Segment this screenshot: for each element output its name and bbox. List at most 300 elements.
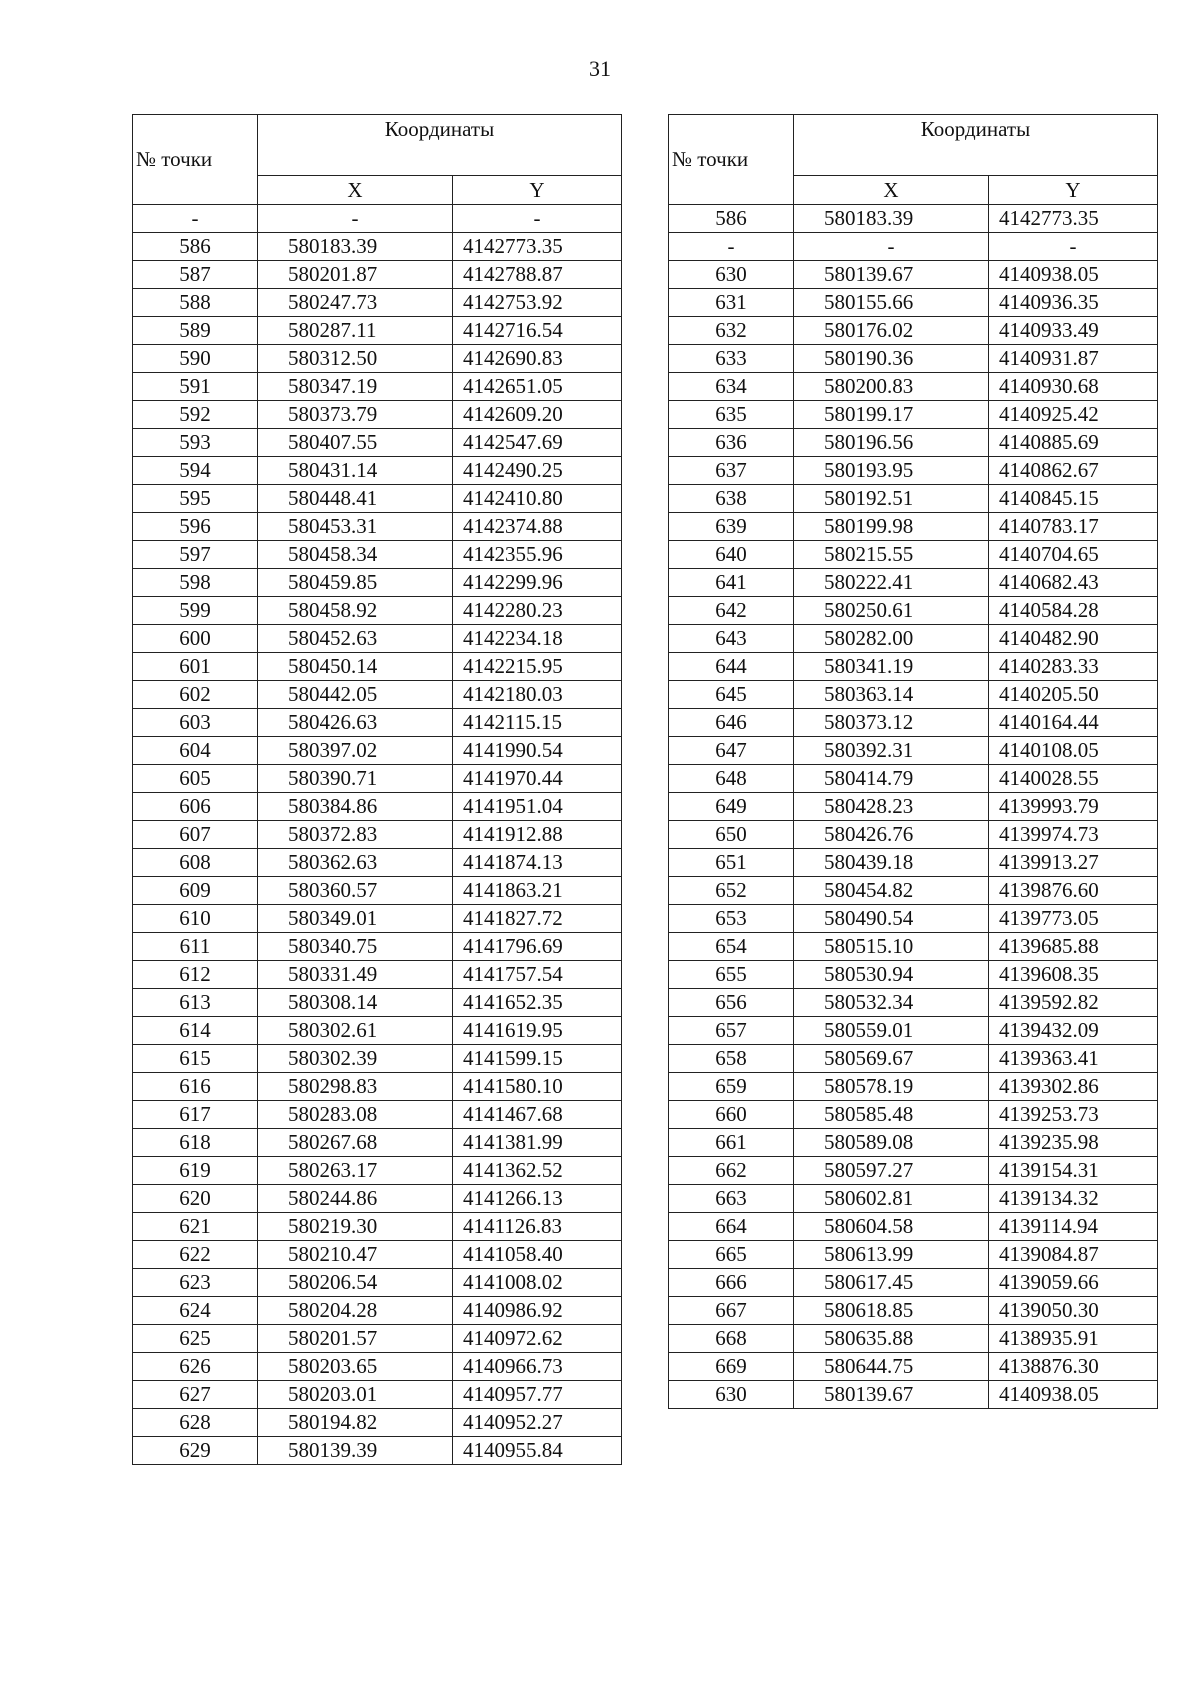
x-coordinate-cell: 580308.14 [258, 989, 453, 1017]
point-number-header: № точки [669, 115, 794, 205]
x-coordinate-cell: 580448.41 [258, 485, 453, 513]
table-row [133, 401, 622, 429]
point-number-cell: 657 [669, 1017, 794, 1045]
y-coordinate-cell: 4142773.35 [453, 233, 622, 261]
x-coordinate-cell: 580331.49 [258, 961, 453, 989]
y-coordinate-cell: 4140682.43 [989, 569, 1158, 597]
y-coordinate-cell: 4142753.92 [453, 289, 622, 317]
y-coordinate-cell: 4142374.88 [453, 513, 622, 541]
point-number-cell: 615 [133, 1045, 258, 1073]
table-row [669, 989, 1158, 1017]
x-coordinate-cell: 580458.92 [258, 597, 453, 625]
y-coordinate-cell: 4141599.15 [453, 1045, 622, 1073]
y-coordinate-cell: 4140862.67 [989, 457, 1158, 485]
y-coordinate-cell: 4142299.96 [453, 569, 622, 597]
table-row [669, 289, 1158, 317]
table-row [669, 1129, 1158, 1157]
point-number-cell: 586 [669, 205, 794, 233]
table-row [133, 1241, 622, 1269]
table-row [669, 793, 1158, 821]
point-number-cell: - [669, 233, 794, 261]
x-coordinate-cell: 580373.79 [258, 401, 453, 429]
x-coordinate-cell: 580407.55 [258, 429, 453, 457]
point-number-cell: 605 [133, 765, 258, 793]
y-coordinate-cell: 4140955.84 [453, 1437, 622, 1465]
y-coordinate-cell: 4141467.68 [453, 1101, 622, 1129]
y-coordinate-cell: 4141652.35 [453, 989, 622, 1017]
table-row [669, 513, 1158, 541]
point-number-cell: 638 [669, 485, 794, 513]
point-number-cell: 634 [669, 373, 794, 401]
coordinates-header: Координаты [258, 115, 622, 176]
point-number-cell: 607 [133, 821, 258, 849]
y-coordinate-cell: 4141970.44 [453, 765, 622, 793]
y-coordinate-cell: 4142180.03 [453, 681, 622, 709]
y-coordinate-cell: 4142547.69 [453, 429, 622, 457]
table-header [669, 115, 1158, 205]
y-coordinate-cell: 4142716.54 [453, 317, 622, 345]
table-row [669, 821, 1158, 849]
x-coordinate-cell: 580183.39 [258, 233, 453, 261]
x-coordinate-cell: 580139.67 [794, 261, 989, 289]
x-coordinate-cell: 580206.54 [258, 1269, 453, 1297]
table-row [669, 1269, 1158, 1297]
point-number-cell: 589 [133, 317, 258, 345]
x-coordinate-cell: 580247.73 [258, 289, 453, 317]
table-row [133, 261, 622, 289]
table-row [133, 653, 622, 681]
x-coordinate-cell: 580155.66 [794, 289, 989, 317]
y-coordinate-cell: 4142690.83 [453, 345, 622, 373]
point-number-cell: 669 [669, 1353, 794, 1381]
point-number-cell: 590 [133, 345, 258, 373]
table-row [669, 373, 1158, 401]
point-number-cell: 667 [669, 1297, 794, 1325]
y-coordinate-cell: 4139993.79 [989, 793, 1158, 821]
point-number-cell: 621 [133, 1213, 258, 1241]
y-coordinate-cell: 4141990.54 [453, 737, 622, 765]
y-coordinate-cell: 4141863.21 [453, 877, 622, 905]
x-coordinate-cell: 580454.82 [794, 877, 989, 905]
y-coordinate-cell: 4141951.04 [453, 793, 622, 821]
y-coordinate-cell: 4140986.92 [453, 1297, 622, 1325]
y-coordinate-cell: 4142490.25 [453, 457, 622, 485]
y-coordinate-cell: 4142773.35 [989, 205, 1158, 233]
table-row [133, 1437, 622, 1465]
y-coordinate-cell: 4140482.90 [989, 625, 1158, 653]
y-coordinate-cell: 4140028.55 [989, 765, 1158, 793]
x-coordinate-cell: 580530.94 [794, 961, 989, 989]
y-coordinate-cell: 4140972.62 [453, 1325, 622, 1353]
table-row [669, 205, 1158, 233]
table-row [669, 597, 1158, 625]
point-number-cell: 651 [669, 849, 794, 877]
point-number-cell: 633 [669, 345, 794, 373]
y-coordinate-cell: 4141381.99 [453, 1129, 622, 1157]
x-coordinate-cell: 580450.14 [258, 653, 453, 681]
coordinates-header: Координаты [794, 115, 1158, 176]
x-coordinate-cell: 580267.68 [258, 1129, 453, 1157]
x-coordinate-cell: 580618.85 [794, 1297, 989, 1325]
table-row [133, 1409, 622, 1437]
table-row [133, 709, 622, 737]
x-coordinate-cell: 580578.19 [794, 1073, 989, 1101]
y-coordinate-cell: 4142788.87 [453, 261, 622, 289]
table-row [669, 1353, 1158, 1381]
point-number-cell: 630 [669, 261, 794, 289]
table-row [133, 569, 622, 597]
point-number-cell: 604 [133, 737, 258, 765]
x-coordinate-cell: 580532.34 [794, 989, 989, 1017]
y-coordinate-cell: 4139154.31 [989, 1157, 1158, 1185]
point-number-cell: 592 [133, 401, 258, 429]
x-header: X [258, 176, 453, 205]
x-coordinate-cell: 580453.31 [258, 513, 453, 541]
y-coordinate-cell: 4140936.35 [989, 289, 1158, 317]
y-coordinate-cell: 4140885.69 [989, 429, 1158, 457]
y-coordinate-cell: 4139432.09 [989, 1017, 1158, 1045]
x-coordinate-cell: 580390.71 [258, 765, 453, 793]
point-number-cell: 639 [669, 513, 794, 541]
point-number-cell: 601 [133, 653, 258, 681]
table-row [133, 1045, 622, 1073]
point-number-cell: 619 [133, 1157, 258, 1185]
y-coordinate-cell: 4140584.28 [989, 597, 1158, 625]
y-coordinate-cell: 4140952.27 [453, 1409, 622, 1437]
point-number-cell: 650 [669, 821, 794, 849]
x-coordinate-cell: 580244.86 [258, 1185, 453, 1213]
y-coordinate-cell: 4139685.88 [989, 933, 1158, 961]
y-coordinate-cell: 4139050.30 [989, 1297, 1158, 1325]
x-coordinate-cell: 580428.23 [794, 793, 989, 821]
point-number-cell: 641 [669, 569, 794, 597]
y-coordinate-cell: 4142355.96 [453, 541, 622, 569]
table-row [133, 345, 622, 373]
point-number-cell: 648 [669, 765, 794, 793]
x-coordinate-cell: 580569.67 [794, 1045, 989, 1073]
point-number-cell: 663 [669, 1185, 794, 1213]
table-row [669, 1157, 1158, 1185]
y-coordinate-cell: 4139302.86 [989, 1073, 1158, 1101]
x-coordinate-cell: 580363.14 [794, 681, 989, 709]
point-number-cell: 627 [133, 1381, 258, 1409]
point-number-cell: 640 [669, 541, 794, 569]
x-coordinate-cell: 580215.55 [794, 541, 989, 569]
point-number-cell: 637 [669, 457, 794, 485]
point-number-cell: 630 [669, 1381, 794, 1409]
x-coordinate-cell: 580613.99 [794, 1241, 989, 1269]
y-coordinate-cell: 4141796.69 [453, 933, 622, 961]
x-coordinate-cell: 580340.75 [258, 933, 453, 961]
table-row [669, 1213, 1158, 1241]
y-coordinate-cell: 4140283.33 [989, 653, 1158, 681]
y-coordinate-cell: 4139114.94 [989, 1213, 1158, 1241]
table-row [669, 233, 1158, 261]
y-coordinate-cell: 4141912.88 [453, 821, 622, 849]
point-number-cell: 616 [133, 1073, 258, 1101]
table-row [669, 1297, 1158, 1325]
point-number-cell: 660 [669, 1101, 794, 1129]
y-coordinate-cell: 4141827.72 [453, 905, 622, 933]
y-coordinate-cell: 4141126.83 [453, 1213, 622, 1241]
point-number-cell: 628 [133, 1409, 258, 1437]
point-number-cell: 624 [133, 1297, 258, 1325]
table-row [669, 1045, 1158, 1073]
point-number-cell: 623 [133, 1269, 258, 1297]
table-row [133, 373, 622, 401]
y-coordinate-cell: 4139235.98 [989, 1129, 1158, 1157]
point-number-cell: 613 [133, 989, 258, 1017]
y-coordinate-cell: 4139773.05 [989, 905, 1158, 933]
table-row [133, 849, 622, 877]
y-coordinate-cell: 4139974.73 [989, 821, 1158, 849]
table-row [669, 1073, 1158, 1101]
x-coordinate-cell: 580250.61 [794, 597, 989, 625]
table-row [133, 1213, 622, 1241]
y-coordinate-cell: 4140957.77 [453, 1381, 622, 1409]
x-coordinate-cell: 580397.02 [258, 737, 453, 765]
table-row [133, 1129, 622, 1157]
x-coordinate-cell: 580283.08 [258, 1101, 453, 1129]
table-row [669, 961, 1158, 989]
x-coordinate-cell: 580194.82 [258, 1409, 453, 1437]
point-number-cell: 599 [133, 597, 258, 625]
x-coordinate-cell: 580585.48 [794, 1101, 989, 1129]
table-row [133, 961, 622, 989]
y-coordinate-cell: - [453, 205, 622, 233]
table-row [669, 1325, 1158, 1353]
table-row [133, 681, 622, 709]
point-number-cell: 594 [133, 457, 258, 485]
x-coordinate-cell: 580200.83 [794, 373, 989, 401]
y-coordinate-cell: 4139134.32 [989, 1185, 1158, 1213]
y-coordinate-cell: 4140925.42 [989, 401, 1158, 429]
point-number-cell: 636 [669, 429, 794, 457]
point-number-cell: 603 [133, 709, 258, 737]
point-number-cell: 606 [133, 793, 258, 821]
point-number-cell: - [133, 205, 258, 233]
y-coordinate-cell: 4139084.87 [989, 1241, 1158, 1269]
point-number-cell: 632 [669, 317, 794, 345]
x-coordinate-cell: 580302.39 [258, 1045, 453, 1073]
coordinates-table-right [668, 114, 1158, 1409]
y-coordinate-cell: 4142115.15 [453, 709, 622, 737]
table-row [133, 289, 622, 317]
table-row [669, 541, 1158, 569]
table-row [669, 1381, 1158, 1409]
point-number-cell: 622 [133, 1241, 258, 1269]
table-row [133, 625, 622, 653]
x-coordinate-cell: 580183.39 [794, 205, 989, 233]
x-coordinate-cell: 580201.57 [258, 1325, 453, 1353]
x-coordinate-cell: 580373.12 [794, 709, 989, 737]
y-coordinate-cell: 4139592.82 [989, 989, 1158, 1017]
coordinates-table-left [132, 114, 622, 1465]
table-row [669, 877, 1158, 905]
point-number-cell: 654 [669, 933, 794, 961]
y-coordinate-cell: 4141008.02 [453, 1269, 622, 1297]
x-coordinate-cell: 580515.10 [794, 933, 989, 961]
x-coordinate-cell: 580282.00 [794, 625, 989, 653]
point-number-cell: 646 [669, 709, 794, 737]
point-number-cell: 597 [133, 541, 258, 569]
y-coordinate-cell: 4140938.05 [989, 1381, 1158, 1409]
point-number-cell: 659 [669, 1073, 794, 1101]
x-coordinate-cell: 580287.11 [258, 317, 453, 345]
x-coordinate-cell: 580201.87 [258, 261, 453, 289]
y-coordinate-cell: 4142234.18 [453, 625, 622, 653]
table-row [669, 709, 1158, 737]
point-number-cell: 655 [669, 961, 794, 989]
table-row [133, 1269, 622, 1297]
table-row [669, 765, 1158, 793]
table-row [669, 457, 1158, 485]
y-coordinate-cell: 4140704.65 [989, 541, 1158, 569]
point-number-cell: 586 [133, 233, 258, 261]
table-row [133, 933, 622, 961]
y-coordinate-cell: 4140938.05 [989, 261, 1158, 289]
point-number-cell: 664 [669, 1213, 794, 1241]
y-coordinate-cell: 4139913.27 [989, 849, 1158, 877]
table-row [133, 1381, 622, 1409]
y-coordinate-cell: 4140933.49 [989, 317, 1158, 345]
x-header: X [794, 176, 989, 205]
x-coordinate-cell: 580199.98 [794, 513, 989, 541]
point-number-cell: 626 [133, 1353, 258, 1381]
table-row [133, 1353, 622, 1381]
table-row [133, 905, 622, 933]
table-row [133, 597, 622, 625]
x-coordinate-cell: 580139.67 [794, 1381, 989, 1409]
point-number-cell: 653 [669, 905, 794, 933]
table-row [669, 569, 1158, 597]
point-number-cell: 595 [133, 485, 258, 513]
x-coordinate-cell: 580347.19 [258, 373, 453, 401]
x-coordinate-cell: 580362.63 [258, 849, 453, 877]
table-row [669, 261, 1158, 289]
table-row [133, 541, 622, 569]
x-coordinate-cell: 580302.61 [258, 1017, 453, 1045]
table-row [669, 1101, 1158, 1129]
table-row [133, 1185, 622, 1213]
table-row [669, 653, 1158, 681]
point-number-cell: 629 [133, 1437, 258, 1465]
table-row [669, 345, 1158, 373]
y-coordinate-cell: 4140164.44 [989, 709, 1158, 737]
point-number-cell: 635 [669, 401, 794, 429]
table-body [669, 205, 1158, 1409]
table-header [133, 115, 622, 205]
x-coordinate-cell: 580263.17 [258, 1157, 453, 1185]
x-coordinate-cell: 580559.01 [794, 1017, 989, 1045]
table-row [669, 681, 1158, 709]
y-coordinate-cell: 4142410.80 [453, 485, 622, 513]
point-number-cell: 644 [669, 653, 794, 681]
point-number-cell: 600 [133, 625, 258, 653]
point-number-cell: 647 [669, 737, 794, 765]
table-row [669, 1185, 1158, 1213]
table-row [133, 765, 622, 793]
table-row [669, 849, 1158, 877]
x-coordinate-cell: 580414.79 [794, 765, 989, 793]
y-coordinate-cell: 4139253.73 [989, 1101, 1158, 1129]
table-row [133, 1073, 622, 1101]
y-coordinate-cell: 4140783.17 [989, 513, 1158, 541]
point-number-cell: 652 [669, 877, 794, 905]
table-row [133, 429, 622, 457]
point-number-cell: 656 [669, 989, 794, 1017]
x-coordinate-cell: 580139.39 [258, 1437, 453, 1465]
table-row [133, 821, 622, 849]
y-coordinate-cell: 4139608.35 [989, 961, 1158, 989]
x-coordinate-cell: 580360.57 [258, 877, 453, 905]
y-coordinate-cell: 4138935.91 [989, 1325, 1158, 1353]
x-coordinate-cell: 580490.54 [794, 905, 989, 933]
y-coordinate-cell: 4139876.60 [989, 877, 1158, 905]
x-coordinate-cell: 580617.45 [794, 1269, 989, 1297]
x-coordinate-cell: 580459.85 [258, 569, 453, 597]
y-coordinate-cell: 4141874.13 [453, 849, 622, 877]
point-number-cell: 598 [133, 569, 258, 597]
y-coordinate-cell: 4139363.41 [989, 1045, 1158, 1073]
point-number-cell: 588 [133, 289, 258, 317]
table-row [669, 429, 1158, 457]
y-coordinate-cell: 4140108.05 [989, 737, 1158, 765]
point-number-cell: 587 [133, 261, 258, 289]
table-row [669, 1241, 1158, 1269]
point-number-cell: 602 [133, 681, 258, 709]
point-number-cell: 631 [669, 289, 794, 317]
x-coordinate-cell: 580426.63 [258, 709, 453, 737]
point-number-cell: 643 [669, 625, 794, 653]
x-coordinate-cell: 580602.81 [794, 1185, 989, 1213]
y-coordinate-cell: 4142651.05 [453, 373, 622, 401]
table-row [133, 513, 622, 541]
x-coordinate-cell: 580222.41 [794, 569, 989, 597]
point-number-cell: 614 [133, 1017, 258, 1045]
x-coordinate-cell: 580635.88 [794, 1325, 989, 1353]
y-coordinate-cell: 4140930.68 [989, 373, 1158, 401]
table-row [669, 401, 1158, 429]
x-coordinate-cell: 580442.05 [258, 681, 453, 709]
point-number-cell: 668 [669, 1325, 794, 1353]
point-number-cell: 618 [133, 1129, 258, 1157]
y-coordinate-cell: 4141058.40 [453, 1241, 622, 1269]
table-row [133, 485, 622, 513]
y-coordinate-cell: 4141757.54 [453, 961, 622, 989]
y-coordinate-cell: 4142280.23 [453, 597, 622, 625]
y-coordinate-cell: 4139059.66 [989, 1269, 1158, 1297]
x-coordinate-cell: 580589.08 [794, 1129, 989, 1157]
table-row [669, 1017, 1158, 1045]
point-number-cell: 611 [133, 933, 258, 961]
point-number-cell: 645 [669, 681, 794, 709]
y-coordinate-cell: 4140966.73 [453, 1353, 622, 1381]
table-row [133, 233, 622, 261]
point-number-cell: 612 [133, 961, 258, 989]
x-coordinate-cell: 580203.01 [258, 1381, 453, 1409]
point-number-cell: 666 [669, 1269, 794, 1297]
point-number-cell: 625 [133, 1325, 258, 1353]
table-row [669, 905, 1158, 933]
x-coordinate-cell: 580439.18 [794, 849, 989, 877]
y-coordinate-cell: 4138876.30 [989, 1353, 1158, 1381]
table-row [133, 205, 622, 233]
point-number-cell: 661 [669, 1129, 794, 1157]
table-row [669, 317, 1158, 345]
x-coordinate-cell: 580176.02 [794, 317, 989, 345]
table-row [669, 625, 1158, 653]
